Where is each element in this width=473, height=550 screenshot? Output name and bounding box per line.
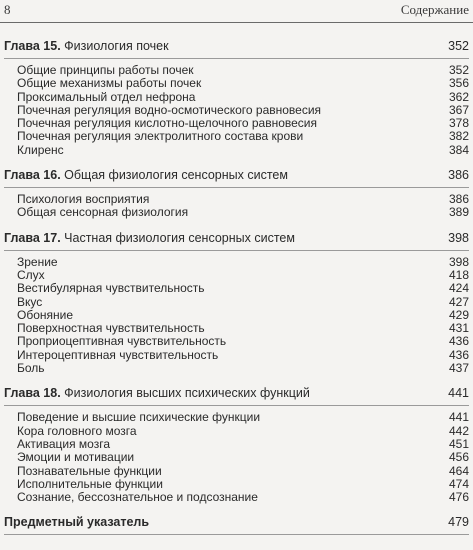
- toc-entry: [17, 104, 469, 117]
- page-number: 8: [4, 2, 11, 17]
- toc-entry: [17, 256, 469, 269]
- chapter-title: Частная физиология сенсорных систем: [64, 230, 295, 245]
- divider: [4, 534, 469, 535]
- entry-title: Активация мозга: [17, 436, 110, 451]
- section-gap: [0, 220, 473, 230]
- toc-entry: [17, 425, 469, 438]
- chapter-label: Глава 16.: [4, 168, 61, 183]
- entry-title: Обоняние: [17, 307, 74, 322]
- entry-title: Вестибулярная чувствительность: [17, 281, 205, 296]
- entry-title: Общие механизмы работы почек: [17, 76, 202, 91]
- chapter-label: Глава 17.: [4, 230, 61, 245]
- entry-page: 464: [448, 463, 469, 478]
- entry-page: 474: [448, 476, 469, 491]
- entry-page: 398: [448, 254, 469, 269]
- entry-page: 384: [448, 142, 469, 157]
- toc-entry: [17, 309, 469, 322]
- entry-title: Сознание, бессознательное и подсознание: [17, 490, 258, 505]
- entry-title: Поверхностная чувствительность: [17, 321, 205, 336]
- entry-page: 356: [448, 76, 469, 91]
- chapter-page: 352: [448, 39, 469, 53]
- toc-entry: [17, 335, 469, 348]
- chapter-heading: [4, 38, 469, 55]
- page-header: [0, 0, 473, 23]
- chapter-page: 386: [448, 168, 469, 183]
- divider: [4, 187, 469, 188]
- toc-entry: [17, 478, 469, 491]
- entry-title: Эмоции и мотивации: [17, 450, 135, 465]
- chapter-page: 398: [448, 230, 469, 245]
- divider: [4, 405, 469, 406]
- chapter-title: Физиология высших психических функций: [64, 386, 310, 401]
- entry-title: Психология восприятия: [17, 192, 150, 207]
- toc-entry: [17, 91, 469, 104]
- entry-page: 436: [448, 347, 469, 362]
- toc-entry: [17, 411, 469, 424]
- toc-entry: [17, 322, 469, 335]
- entry-title: Клиренс: [17, 142, 64, 157]
- toc-entry: [17, 269, 469, 282]
- entry-page: 389: [448, 205, 469, 220]
- entry-page: 429: [448, 307, 469, 322]
- toc-entry: [17, 64, 469, 77]
- chapter-page: 441: [448, 386, 469, 401]
- chapter-label: Глава 18.: [4, 386, 61, 401]
- entry-page: 352: [448, 63, 469, 77]
- toc-entry: [17, 491, 469, 504]
- chapter-heading: [4, 230, 469, 247]
- entry-title: Общая сенсорная физиология: [17, 205, 189, 220]
- entry-title: Слух: [17, 267, 45, 282]
- entry-page: 386: [448, 192, 469, 207]
- entry-page: 437: [448, 361, 469, 376]
- running-title: Содержание: [400, 2, 469, 17]
- entry-page: 436: [448, 334, 469, 349]
- divider: [4, 58, 469, 59]
- section-gap: [0, 375, 473, 385]
- chapter-heading: [4, 167, 469, 184]
- entry-title: Почечная регуляция кислотно-щелочного равновесия: [17, 116, 317, 131]
- chapter-heading: [4, 514, 469, 531]
- entry-page: 476: [448, 490, 469, 505]
- entry-page: 378: [448, 116, 469, 131]
- toc-entry: [17, 144, 469, 157]
- toc-entry: [17, 130, 469, 143]
- section-gap: [0, 504, 473, 514]
- entry-page: 382: [448, 129, 469, 144]
- toc-entry: [17, 77, 469, 90]
- entry-title: Почечная регуляция водно-осмотического равновесия: [17, 102, 322, 117]
- entry-title: Зрение: [17, 254, 58, 269]
- entry-page: 442: [448, 423, 469, 438]
- entry-title: Вкус: [17, 294, 43, 309]
- toc-entry: [17, 465, 469, 478]
- toc-entry: [17, 206, 469, 219]
- entry-page: 451: [448, 436, 469, 451]
- entry-page: 424: [448, 281, 469, 296]
- toc-entry: [17, 349, 469, 362]
- toc-entry: [17, 282, 469, 295]
- table-of-contents: [0, 38, 473, 540]
- chapter-title: Общая физиология сенсорных систем: [64, 168, 288, 183]
- toc-entry: [17, 117, 469, 130]
- chapter-heading: [4, 385, 469, 402]
- chapter-title: Физиология почек: [64, 39, 169, 53]
- entry-page: 456: [448, 450, 469, 465]
- toc-entry: [17, 296, 469, 309]
- chapter-label: Предметный указатель: [4, 515, 150, 530]
- divider: [4, 250, 469, 251]
- entry-title: Интероцептивная чувствительность: [17, 347, 219, 362]
- entry-page: 362: [448, 89, 469, 104]
- toc-entry: [17, 193, 469, 206]
- entry-page: 441: [448, 410, 469, 425]
- toc-entry: [17, 438, 469, 451]
- entry-title: Проксимальный отдел нефрона: [17, 89, 196, 104]
- chapter-page: 479: [448, 515, 469, 530]
- entry-title: Поведение и высшие психические функции: [17, 410, 261, 425]
- toc-entry: [17, 451, 469, 464]
- section-gap: [0, 157, 473, 167]
- entry-title: Проприоцептивная чувствительность: [17, 334, 227, 349]
- toc-entry: [17, 362, 469, 375]
- entry-title: Кора головного мозга: [17, 423, 137, 438]
- entry-page: 367: [448, 102, 469, 117]
- entry-title: Боль: [17, 361, 45, 376]
- entry-page: 427: [448, 294, 469, 309]
- entry-title: Почечная регуляция электролитного состава крови: [17, 129, 304, 144]
- entry-page: 418: [448, 267, 469, 282]
- chapter-label: Глава 15.: [4, 39, 61, 53]
- entry-title: Исполнительные функции: [17, 476, 163, 491]
- entry-page: 431: [448, 321, 469, 336]
- entry-title: Общие принципы работы почек: [17, 63, 194, 77]
- entry-title: Познавательные функции: [17, 463, 162, 478]
